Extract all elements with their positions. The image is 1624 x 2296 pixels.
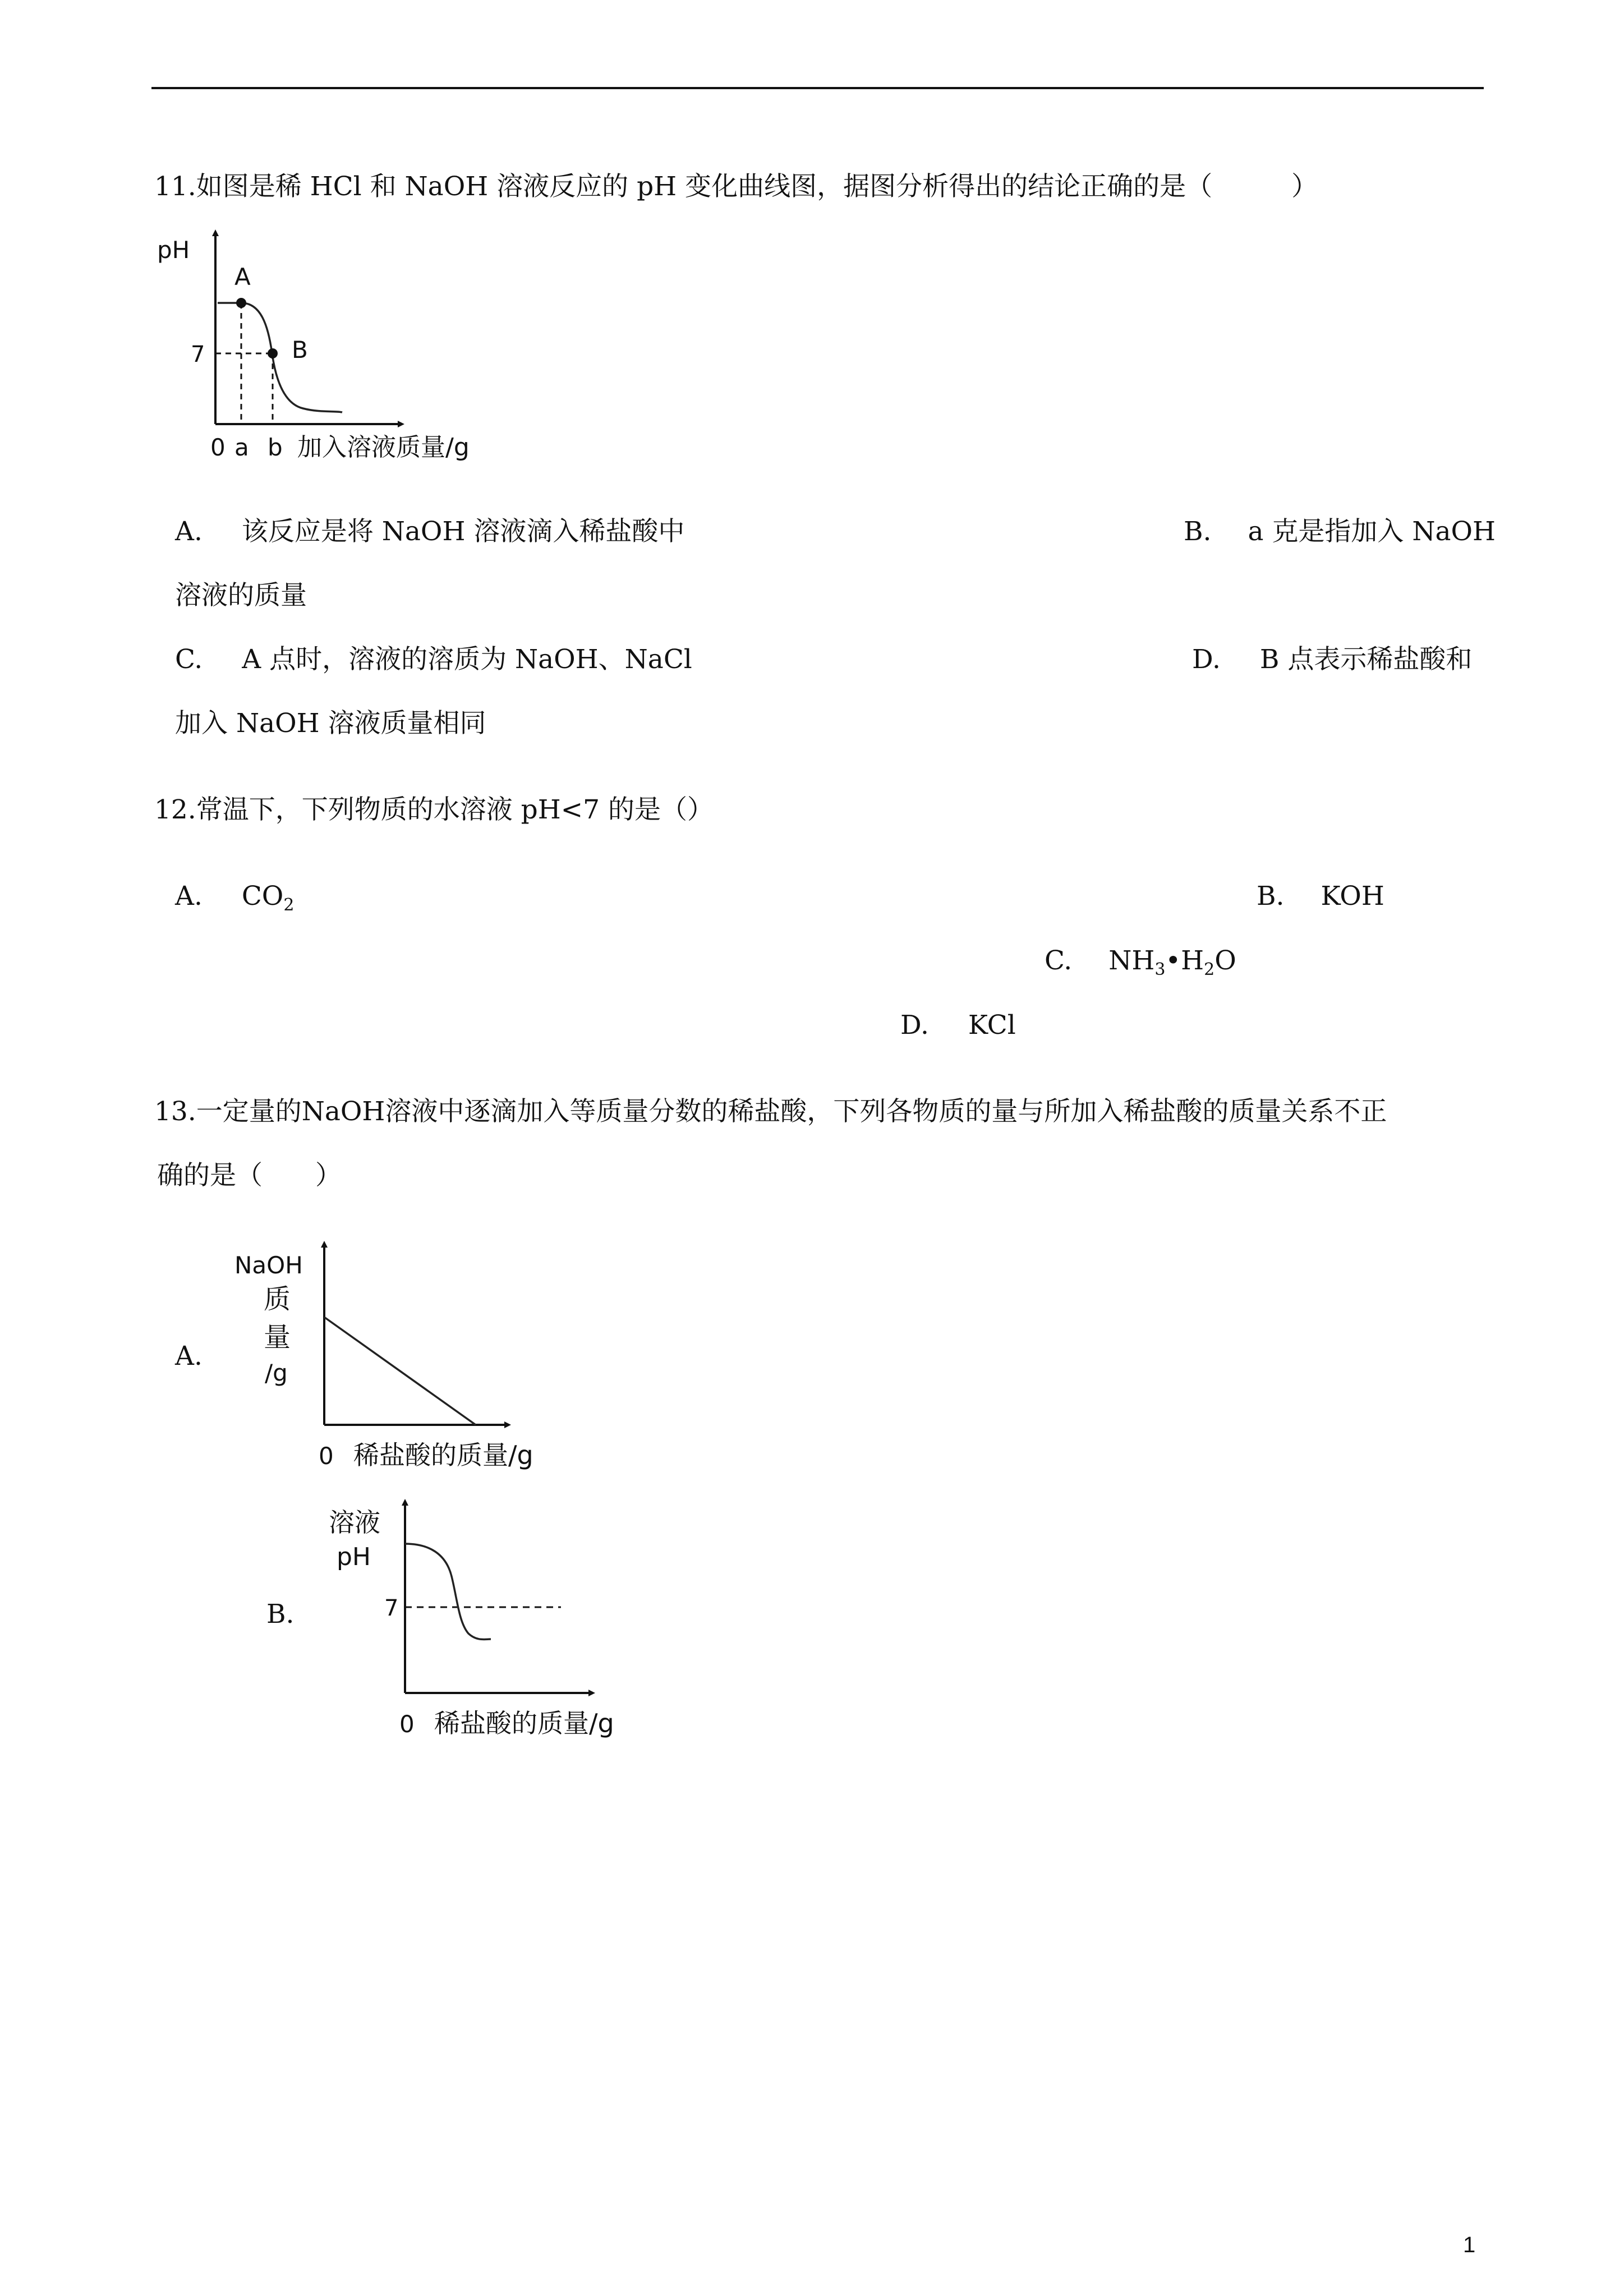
q13a-y-label-4: /g: [265, 1359, 288, 1387]
option-letter: A.: [175, 881, 203, 912]
option-letter: B.: [1257, 881, 1285, 912]
option-text: KOH: [1321, 881, 1384, 912]
q13a-y-label-3: 量: [264, 1322, 291, 1353]
subscript: 2: [283, 895, 295, 915]
q13b-y-label-2: pH: [337, 1543, 371, 1571]
q11-x-tick-b: b: [268, 434, 283, 461]
option-letter: D.: [1192, 644, 1221, 675]
q11-option-a: [175, 515, 684, 549]
q11-option-b-cont: 溶液的质量: [175, 580, 307, 611]
option-letter: D.: [900, 1010, 929, 1041]
q13-option-a-letter: A.: [175, 1341, 203, 1372]
q12-option-b: [1257, 880, 1384, 913]
q13-option-b-letter: B.: [266, 1599, 295, 1630]
q13b-x-label: 稀盐酸的质量/g: [434, 1708, 614, 1738]
q13a-x-label: 稀盐酸的质量/g: [353, 1440, 533, 1470]
q12-stem: 12.常温下，下列物质的水溶液 pH<7 的是（）: [154, 794, 714, 825]
q11-option-c: [175, 643, 692, 677]
option-text: a 克是指加入 NaOH: [1248, 516, 1496, 547]
q13b-y-label-1: 溶液: [329, 1507, 380, 1538]
q11-point-a: [236, 298, 246, 308]
q11-y-tick-7: 7: [191, 342, 205, 367]
option-text: KCl: [968, 1010, 1016, 1041]
q12-option-c: [1045, 944, 1236, 987]
q11-point-a-label: A: [234, 263, 251, 291]
option-text: B 点表示稀盐酸和: [1259, 644, 1473, 675]
q11-stem: 11.如图是稀 HCl 和 NaOH 溶液反应的 pH 变化曲线图，据图分析得出的结论正确的是（ ）: [154, 171, 1318, 202]
q13-option-a-figure: [224, 1234, 583, 1492]
subscript: 2: [1204, 960, 1215, 979]
option-text: NH: [1108, 945, 1155, 976]
header-rule: [151, 87, 1484, 89]
q13a-y-label-2: 质: [264, 1283, 291, 1315]
q13-option-b-figure: [314, 1492, 662, 1750]
option-letter: C.: [175, 644, 203, 675]
q13a-naoh-line: [324, 1317, 476, 1425]
q13b-y-tick-7: 7: [384, 1595, 399, 1621]
q13b-x-origin: 0: [399, 1710, 415, 1738]
option-text: 该反应是将 NaOH 溶液滴入稀盐酸中: [241, 516, 685, 547]
q11-point-b-label: B: [292, 336, 308, 364]
q13-stem-line2: 确的是（ ）: [157, 1160, 342, 1191]
q13a-y-label-1: NaOH: [234, 1251, 303, 1279]
option-letter: C.: [1045, 945, 1073, 976]
q13-stem-line1: 13.一定量的NaOH溶液中逐滴加入等质量分数的稀盐酸，下列各物质的量与所加入稀盐酸的质量关系不正: [154, 1096, 1387, 1127]
option-text: O: [1214, 945, 1236, 976]
q11-option-d: [1192, 643, 1472, 677]
q12-option-d: [900, 1009, 1016, 1042]
q11-point-b: [268, 348, 278, 358]
subscript: 3: [1154, 960, 1166, 979]
q11-option-b: [1184, 515, 1496, 549]
option-text: •H: [1165, 945, 1204, 976]
q13b-ph-curve: [405, 1544, 491, 1640]
q11-x-label: 加入溶液质量/g: [297, 433, 470, 462]
q11-y-label: pH: [157, 236, 190, 264]
q11-figure: [151, 219, 544, 477]
option-text: CO: [241, 881, 284, 912]
page-number: 1: [1463, 2233, 1476, 2257]
q11-x-origin: 0: [210, 434, 226, 461]
option-letter: B.: [1184, 516, 1212, 547]
q11-ph-curve: [218, 303, 342, 412]
option-letter: A.: [175, 516, 203, 547]
option-text: A 点时，溶液的溶质为 NaOH、NaCl: [242, 644, 692, 675]
q12-option-a: [175, 880, 294, 922]
q13a-x-origin: 0: [319, 1442, 334, 1470]
q11-option-d-cont: 加入 NaOH 溶液质量相同: [175, 708, 486, 739]
q11-x-tick-a: a: [234, 434, 249, 461]
